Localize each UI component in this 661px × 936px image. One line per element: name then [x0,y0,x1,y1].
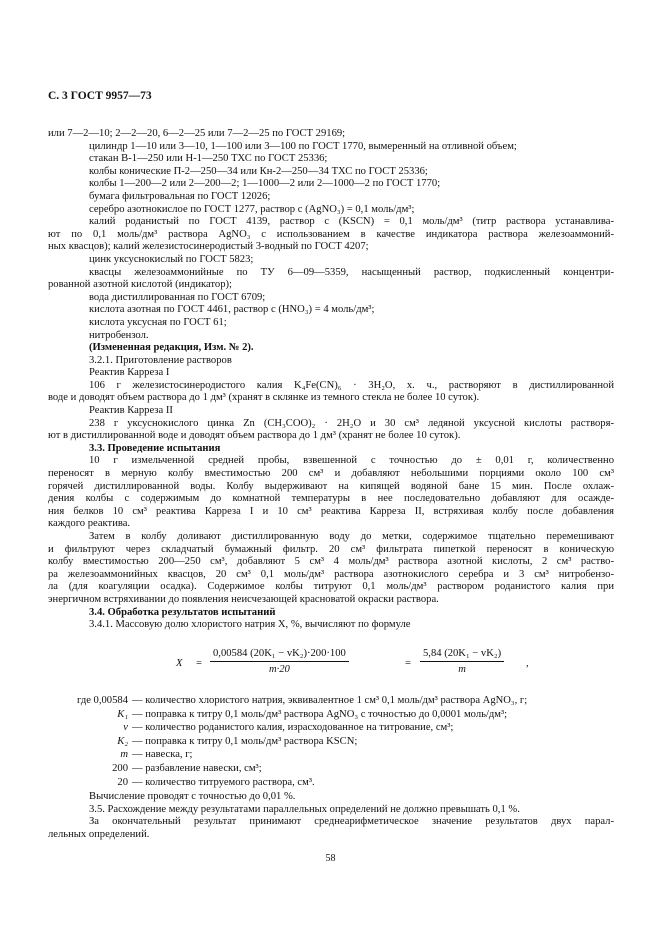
definition-text: — количество титруемого раствора, см³. [132,776,315,788]
definition-text: — разбавление навески, см³; [132,762,262,774]
text-line: ла (для коагуляции осадка). Содержимое колбы титруют 0,1 моль/дм³ раствором роданистого калия при [48,581,614,593]
body-text-bottom [48,791,614,841]
numerator: 5,84 (20K₁ − vK₂) [420,648,504,662]
text-line: 238 г уксуснокислого цинка Zn (CH₃COO)₂ · 2H₂O и 30 см³ ледяной уксусной кислоты растворя- [89,417,614,429]
text-line: квасцы железоаммонийные по ТУ 6—09—5359, насыщенный раствор, подкисленный концентри- [89,266,614,278]
text-line: Реактив Карреза II [89,405,173,417]
definition-row [48,708,614,722]
text-line: цинк уксуснокислый по ГОСТ 5823; [89,253,254,265]
body-text-top [48,128,614,632]
definition-term: m [120,749,128,761]
text-line: колбы конические П-2—250—34 или Кн-2—250—34 ТХС по ГОСТ 25336; [89,165,428,177]
text-line: 3.5. Расхождение между результатами параллельных определений не должно превышать 0,1 %. [89,803,520,815]
text-line: калий роданистый по ГОСТ 4139, раствор c (KSCN) = 0,1 моль/дм³ (титр раствора устанавлива- [89,216,614,228]
definition-row [48,776,614,790]
text-line: лельных определений. [48,828,150,840]
page-number: 58 [325,853,336,864]
text-line: Реактив Карреза I [89,367,170,379]
text-line: ра железоаммонийных квасцов, 20 см³ 0,1 моль/дм³ раствора азотнокислого серебра и 3 см³ нитробензо- [48,568,614,580]
text-line: и фильтруют через складчатый бумажный фильтр. 20 см³ фильтрата пипеткой переносят в коническую [48,543,614,555]
text-line: 3.4. Обработка результатов испытаний [89,606,276,618]
text-line: серебро азотнокислое по ГОСТ 1277, раствор c (AgNO₃) = 0,1 моль/дм³; [89,203,415,215]
text-line: стакан В-1—250 или Н-1—250 ТХС по ГОСТ 25336; [89,153,328,165]
text-line: цилиндр 1—10 или 3—10, 1—100 или 3—100 по ГОСТ 1770, вымеренный на отливной объем; [89,140,517,152]
definition-term: где 0,00584 [77,695,128,706]
formula-comma: , [526,658,529,669]
text-line: колбу вместимостью 200—250 см³, добавляют 5 см³ 4 моль/дм³ раствора азотной кислоты, 2 см³ раство- [48,556,614,568]
page-header: С. 3 ГОСТ 9957—73 [48,90,152,102]
definition-text: — навеска, г; [132,749,193,761]
text-line: горячей дистиллированной воды. Колбу выдерживают на кипящей водяной бане 15 мин. После охлаж- [48,480,614,492]
text-line: Вычисление проводят с точностью до 0,01 %. [89,791,296,802]
text-line: воде и доводят объем раствора до 1 дм³ (хранят в склянке из темного стекла не более 10 суток). [48,392,480,404]
definition-text: — количество хлористого натрия, эквивалентное 1 см³ 0,1 моль/дм³ раствора AgNO₃, г; [132,695,528,706]
definition-row [48,735,614,749]
text-line: 10 г измельченной средней пробы, взвешенной с точностью до ± 0,01 г, количественно [89,455,614,467]
definition-text: — количество роданистого калия, израсходованное на титрование, см³; [132,722,454,734]
text-line: кислота азотная по ГОСТ 4461, раствор c (HNO₃) = 4 моль/дм³; [89,304,375,316]
text-line: 106 г железистосинеродистого калия K₄Fe(CN)₆ · 3H₂O, х. ч., растворяют в дистиллированной [89,379,614,391]
definition-row [48,694,614,708]
text-line: рованной азотной кислотой (индикатор); [48,279,232,291]
definition-term: K₁ [117,708,128,720]
text-line: вода дистиллированная по ГОСТ 6709; [89,291,266,303]
text-line: (Измененная редакция, Изм. № 2). [89,342,254,354]
text-line: нитробензол. [89,329,149,341]
formula-fraction-2 [420,648,504,675]
text-line: переносят в мерную колбу вместимостью 200 см³ и добавляют небольшими порциями около 100 см³ [48,468,614,480]
definition-text: — поправка к титру 0,1 моль/дм³ раствора KSCN; [132,735,358,747]
definition-row [48,762,614,776]
text-line: бумага фильтровальная по ГОСТ 12026; [89,190,271,202]
text-line: дения колбы с содержимым до комнатной температуры в нее последовательно добавляют для осажде- [48,493,614,505]
variable-definitions [48,694,614,789]
text-line: ют в дистиллированной воде и доводят объем раствора до 1 дм³ (хранят не более 10 суток). [48,430,461,442]
denominator: m [458,664,466,675]
text-line: или 7—2—10; 2—2—20, 6—2—25 или 7—2—25 по ГОСТ 29169; [48,128,346,139]
formula-equals: = [405,658,411,669]
definition-term: K₂ [117,735,128,747]
text-line: ют по 0,1 моль/дм³ раствора AgNO₃ с использованием в качестве индикатора раствора железоаммоний- [48,228,614,240]
text-line: ния белков 10 см³ реактива Карреза I и 10 см³ реактива Карреза II, встряхивая колбу после добавления [48,505,614,517]
text-line: каждого реактива. [48,518,131,530]
definition-row [48,748,614,762]
definition-term: v [123,722,128,734]
text-line: энергичном встряхивании до появления неисчезающей красноватой окраски раствора. [48,593,439,605]
text-line: 3.3. Проведение испытания [89,442,221,454]
formula [170,648,620,684]
definition-term: 20 [117,776,128,788]
definition-text: — поправка к титру 0,1 моль/дм³ раствора AgNO₃ с точностью до 0,0001 моль/дм³; [132,708,508,720]
text-line: ных квасцов); калий железистосинеродистый 3-водный по ГОСТ 4207; [48,241,369,253]
text-line: колбы 1—200—2 или 2—200—2; 1—1000—2 или 2—1000—2 по ГОСТ 1770; [89,178,441,190]
numerator: 0,00584 (20K₁ − vK₂)·200·100 [210,648,349,662]
text-line: 3.2.1. Приготовление растворов [89,354,232,366]
definition-term: 200 [112,762,128,774]
text-line: За окончательный результат принимают среднеарифметическое значение результатов двух парал- [89,816,614,828]
definition-row [48,721,614,735]
text-line: кислота уксусная по ГОСТ 61; [89,316,227,328]
formula-lhs: X [176,658,183,669]
text-line: 3.4.1. Массовую долю хлористого натрия X, %, вычисляют по формуле [89,619,411,631]
formula-equals: = [196,658,202,669]
formula-fraction-1 [210,648,349,675]
text-line: Затем в колбу доливают дистиллированную воду до метки, содержимое тщательно перемешивают [89,531,614,542]
denominator: m·20 [268,664,290,675]
